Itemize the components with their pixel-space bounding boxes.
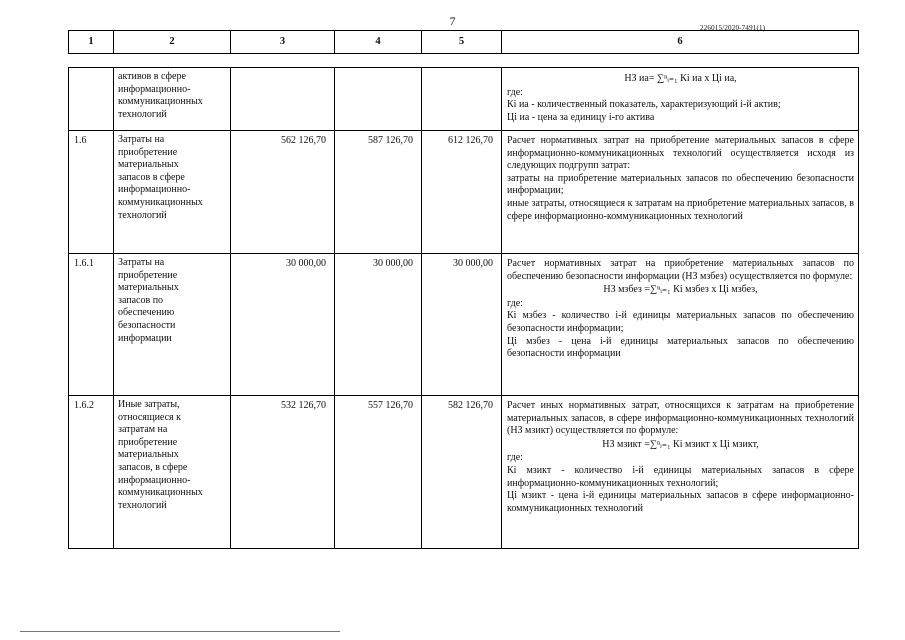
name-line: Иные затраты,	[118, 399, 180, 410]
name-line: материальных	[118, 449, 179, 461]
row-description	[502, 68, 859, 131]
name-line: активов в сфере	[118, 71, 186, 82]
name-line: технологий	[118, 499, 167, 511]
name-line: информации	[118, 332, 172, 344]
header-col-4: 4	[335, 31, 422, 54]
desc-line: где:	[507, 86, 523, 98]
name-line: относящиеся к	[118, 411, 182, 423]
formula: НЗ мзикт =∑ⁿᵢ₌₁ Кi мзикт х Цi мзикт,	[602, 438, 759, 450]
desc-paragraph: Кi мзикт - количество i-й единицы материальных запасов в сфере информационно-коммуникационных технологий;	[507, 464, 854, 489]
value-year-2: 30 000,00	[335, 254, 422, 396]
name-line: обеспечению	[118, 307, 175, 319]
row-name	[114, 131, 231, 254]
header-col-6: 6	[502, 31, 859, 54]
table-row	[69, 68, 859, 131]
name-line: материальных	[118, 159, 179, 171]
name-line: материальных	[118, 282, 179, 294]
name-line: запасов, в сфере	[118, 461, 188, 473]
row-description	[502, 396, 859, 549]
row-name	[114, 254, 231, 396]
desc-line: Цi иа - цена за единицу i-го актива	[507, 111, 655, 123]
name-line: информационно-	[118, 184, 191, 196]
document-id: 226015/2020-7491(1)	[700, 24, 766, 32]
name-line: безопасности	[118, 319, 176, 331]
row-description	[502, 254, 859, 396]
cost-table	[68, 30, 859, 549]
desc-paragraph: Цi мзбез - цена i-й единицы материальных запасов по обеспечению безопасности информации	[507, 335, 854, 360]
row-description	[502, 131, 859, 254]
row-name	[114, 68, 231, 131]
value-year-1	[231, 68, 335, 131]
header-col-1: 1	[69, 31, 114, 54]
desc-paragraph: Цi мзикт - цена i-й единицы материальных запасов в сфере информационно-коммуникационных технологий	[507, 490, 854, 514]
value-year-1: 562 126,70	[231, 131, 335, 254]
row-code: 1.6.1	[69, 254, 114, 396]
name-line: запасов по	[118, 294, 164, 306]
name-line: Затраты на	[118, 257, 165, 268]
name-line: технологий	[118, 209, 167, 221]
value-year-1: 532 126,70	[231, 396, 335, 549]
name-line: информационно-	[118, 474, 191, 486]
name-line: Затраты на	[118, 134, 165, 145]
name-line: коммуникационных	[118, 487, 203, 499]
value-year-3: 30 000,00	[422, 254, 502, 396]
name-line: приобретение	[118, 436, 178, 448]
value-year-3: 612 126,70	[422, 131, 502, 254]
row-code	[69, 68, 114, 131]
name-line: коммуникационных	[118, 96, 203, 108]
row-code: 1.6	[69, 131, 114, 254]
row-code: 1.6.2	[69, 396, 114, 549]
desc-where: где:	[507, 452, 523, 464]
table-row	[69, 396, 859, 549]
name-line: приобретение	[118, 269, 178, 281]
desc-paragraph: Расчет нормативных затрат на приобретение материальных запасов в сфере информационно-коммуникационных технологий осуществляется исходя из следующих подгрупп затрат:	[507, 135, 854, 172]
value-year-1: 30 000,00	[231, 254, 335, 396]
name-line: приобретение	[118, 146, 178, 158]
desc-paragraph: Расчет нормативных затрат на приобретение материальных запасов по обеспечению безопасности информации (НЗ мзбез) осуществляется по формуле:	[507, 258, 854, 282]
desc-line: Кi иа - количественный показатель, характеризующий i-й актив;	[507, 99, 781, 111]
name-line: коммуникационных	[118, 196, 203, 208]
header-col-2: 2	[114, 31, 231, 54]
desc-where: где:	[507, 297, 523, 309]
value-year-3	[422, 68, 502, 131]
formula: НЗ мзбез =∑ⁿᵢ₌₁ Кi мзбез х Цi мзбез,	[603, 284, 758, 296]
desc-paragraph: Расчет иных нормативных затрат, относящихся к затратам на приобретение материальных запасов, в сфере информационно-коммуникационных технологий (НЗ мзикт) осуществляется по формуле:	[507, 400, 854, 437]
desc-paragraph: затраты на приобретение материальных запасов по обеспечению безопасности информации;	[507, 172, 854, 197]
header-col-3: 3	[231, 31, 335, 54]
name-line: затратам на	[118, 424, 168, 436]
desc-paragraph: иные затраты, относящиеся к затратам на приобретение материальных запасов, в сфере информационно-коммуникационных технологий	[507, 197, 854, 222]
scan-edge-line	[20, 631, 340, 632]
row-name	[114, 396, 231, 549]
value-year-3: 582 126,70	[422, 396, 502, 549]
table-row	[69, 254, 859, 396]
desc-paragraph: Кi мзбез - количество i-й единицы материальных запасов по обеспечению безопасности информации;	[507, 310, 854, 334]
table-row	[69, 131, 859, 254]
spacer-row	[69, 54, 859, 68]
header-row	[69, 31, 859, 54]
name-line: информационно-	[118, 83, 191, 95]
page-number: 7	[449, 14, 456, 28]
header-col-5: 5	[422, 31, 502, 54]
value-year-2: 587 126,70	[335, 131, 422, 254]
name-line: технологий	[118, 108, 167, 120]
value-year-2: 557 126,70	[335, 396, 422, 549]
name-line: запасов в сфере	[118, 171, 185, 183]
value-year-2	[335, 68, 422, 131]
formula: НЗ иа= ∑ⁿᵢ₌₁ Кi иа х Цi иа,	[624, 73, 737, 84]
